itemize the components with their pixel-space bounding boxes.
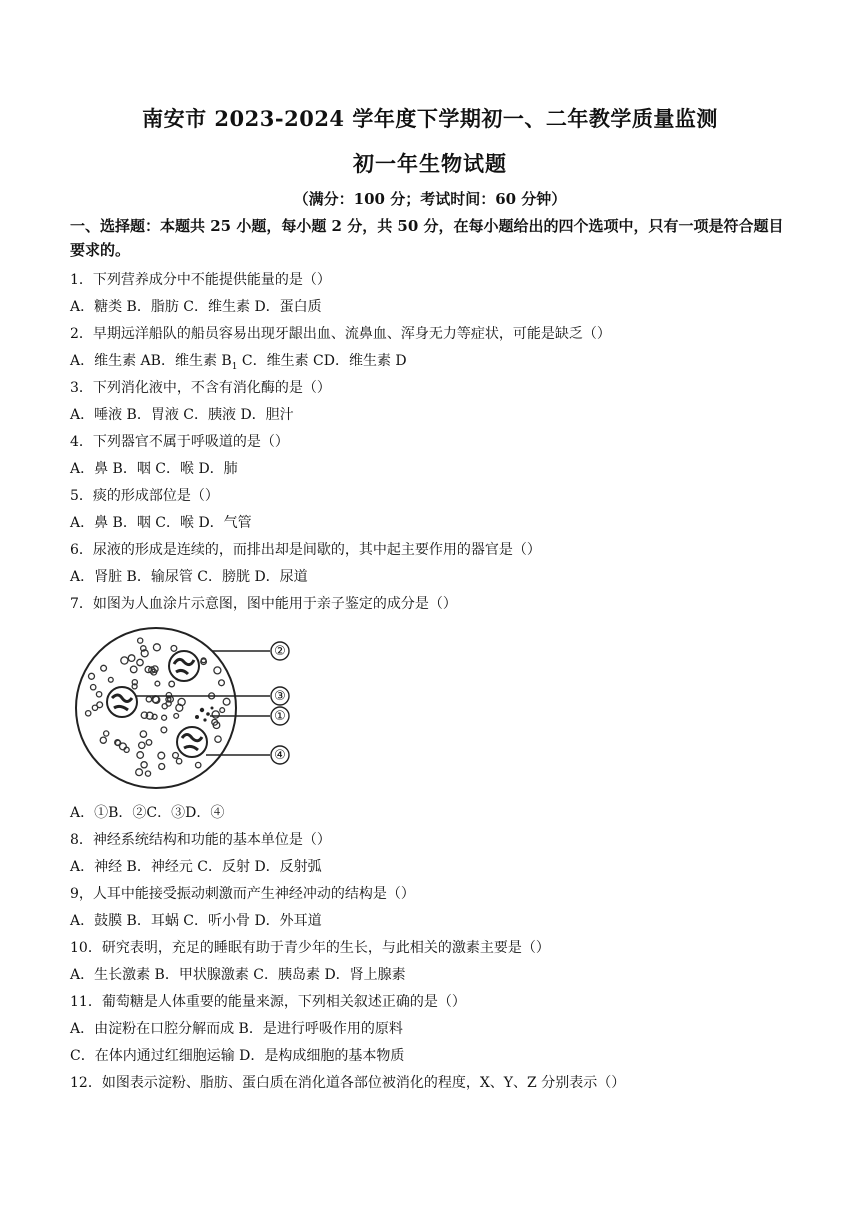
- red-blood-cell: [137, 752, 144, 759]
- red-blood-cell: [223, 698, 230, 705]
- red-blood-cell: [215, 736, 221, 742]
- question-5-stem: 5．痰的形成部位是（）: [70, 488, 219, 504]
- platelets: [195, 707, 214, 722]
- red-blood-cell: [108, 677, 113, 682]
- question-10-options: A．生长激素 B．甲状腺激素 C．胰岛素 D．肾上腺素: [70, 967, 406, 983]
- red-blood-cell: [97, 702, 103, 708]
- red-blood-cell: [212, 711, 219, 718]
- red-blood-cell: [139, 742, 145, 748]
- red-blood-cell: [140, 731, 146, 737]
- red-blood-cell: [146, 740, 152, 746]
- figure-label-4: ④: [274, 748, 286, 763]
- red-blood-cell: [146, 697, 151, 702]
- exam-title: 南安市 2023-2024 学年度下学期初一、二年教学质量监测: [142, 106, 718, 131]
- question-11-options-2: C．在体内通过红细胞运输 D．是构成细胞的基本物质: [70, 1048, 405, 1064]
- red-blood-cell: [158, 752, 165, 759]
- exam-subject-title: 初一年生物试题: [353, 151, 507, 176]
- question-3-options: A．唾液 B．胃液 C．胰液 D．胆汁: [70, 407, 294, 423]
- question-2-options-part1: A．维生素 AB．维生素 B: [70, 353, 232, 369]
- red-blood-cell: [220, 708, 225, 713]
- question-list: [70, 267, 795, 1097]
- figure-label-1: ①: [274, 709, 286, 724]
- question-9-stem: 9，人耳中能接受振动刺激而产生神经冲动的结构是（）: [70, 886, 415, 902]
- figure-label-3: ③: [274, 689, 286, 704]
- red-blood-cell: [91, 685, 96, 690]
- question-4-stem: 4．下列器官不属于呼吸道的是（）: [70, 434, 289, 450]
- question-3-stem: 3．下列消化液中，不含有消化酶的是（）: [70, 380, 331, 396]
- question-2-subscript: 1: [231, 361, 238, 372]
- question-11-stem: 11．葡萄糖是人体重要的能量来源，下列相关叙述正确的是（）: [70, 994, 466, 1010]
- question-2-options-part2: C．维生素 CD．维生素 D: [237, 353, 407, 369]
- red-blood-cell: [89, 673, 95, 679]
- question-8-options: A．神经 B．神经元 C．反射 D．反射弧: [70, 859, 322, 875]
- question-5-options: A．鼻 B．咽 C．喉 D．气管: [70, 515, 252, 531]
- question-1-options: A．糖类 B．脂肪 C．维生素 D．蛋白质: [70, 299, 322, 315]
- red-blood-cell: [100, 737, 106, 743]
- question-6-stem: 6．尿液的形成是连续的，而排出却是间歇的，其中起主要作用的器官是（）: [70, 542, 541, 558]
- red-blood-cell: [141, 762, 147, 768]
- red-blood-cell: [176, 759, 181, 764]
- question-8-stem: 8．神经系统结构和功能的基本单位是（）: [70, 832, 331, 848]
- red-blood-cell: [136, 769, 143, 776]
- blood-smear-figure: [70, 624, 300, 794]
- red-blood-cell: [214, 667, 221, 674]
- red-blood-cell: [101, 665, 107, 671]
- red-blood-cell: [155, 681, 160, 686]
- red-blood-cell: [104, 731, 109, 736]
- question-10-stem: 10．研究表明，充足的睡眠有助于青少年的生长，与此相关的激素主要是（）: [70, 940, 550, 956]
- red-blood-cell: [219, 680, 225, 686]
- red-blood-cell: [128, 655, 135, 662]
- red-blood-cell: [153, 644, 160, 651]
- red-blood-cell: [159, 764, 165, 770]
- question-2-options: [70, 348, 795, 375]
- red-blood-cell: [137, 659, 143, 665]
- red-blood-cell: [121, 657, 128, 664]
- question-7-stem: 7．如图为人血涂片示意图，图中能用于亲子鉴定的成分是（）: [70, 596, 457, 612]
- red-blood-cell: [162, 715, 167, 720]
- red-blood-cell: [86, 711, 91, 716]
- question-9-options: A．鼓膜 B．耳蜗 C．听小骨 D．外耳道: [70, 913, 322, 929]
- question-2-stem: 2．早期远洋船队的船员容易出现牙龈出血、流鼻血、浑身无力等症状，可能是缺乏（）: [70, 326, 611, 342]
- figure-label-2: ②: [274, 644, 286, 659]
- question-6-options: A．肾脏 B．输尿管 C．膀胱 D．尿道: [70, 569, 308, 585]
- red-blood-cell: [130, 666, 137, 673]
- question-12-stem: 12．如图表示淀粉、脂肪、蛋白质在消化道各部位被消化的程度，X、Y、Z 分别表示（）: [70, 1075, 626, 1091]
- question-1-stem: 1．下列营养成分中不能提供能量的是（）: [70, 272, 331, 288]
- red-blood-cell: [173, 753, 179, 759]
- red-blood-cell: [171, 646, 177, 652]
- question-11-options-1: A．由淀粉在口腔分解而成 B．是进行呼吸作用的原料: [70, 1021, 403, 1037]
- red-blood-cell: [145, 771, 150, 776]
- red-blood-cell: [161, 727, 167, 733]
- question-7-options: A．①B．②C．③D．④: [70, 805, 225, 821]
- red-blood-cell: [96, 692, 101, 697]
- red-blood-cell: [174, 714, 179, 719]
- question-4-options: A．鼻 B．咽 C．喉 D．肺: [70, 461, 238, 477]
- section-heading: 一、选择题：本题共 25 小题，每小题 2 分，共 50 分，在每小题给出的四个选项中，只有一项是符合题目要求的。: [70, 217, 784, 259]
- red-blood-cell: [196, 762, 201, 767]
- red-blood-cell: [169, 681, 175, 687]
- exam-info: （满分：100 分；考试时间：60 分钟）: [293, 190, 567, 208]
- red-blood-cell: [138, 638, 143, 643]
